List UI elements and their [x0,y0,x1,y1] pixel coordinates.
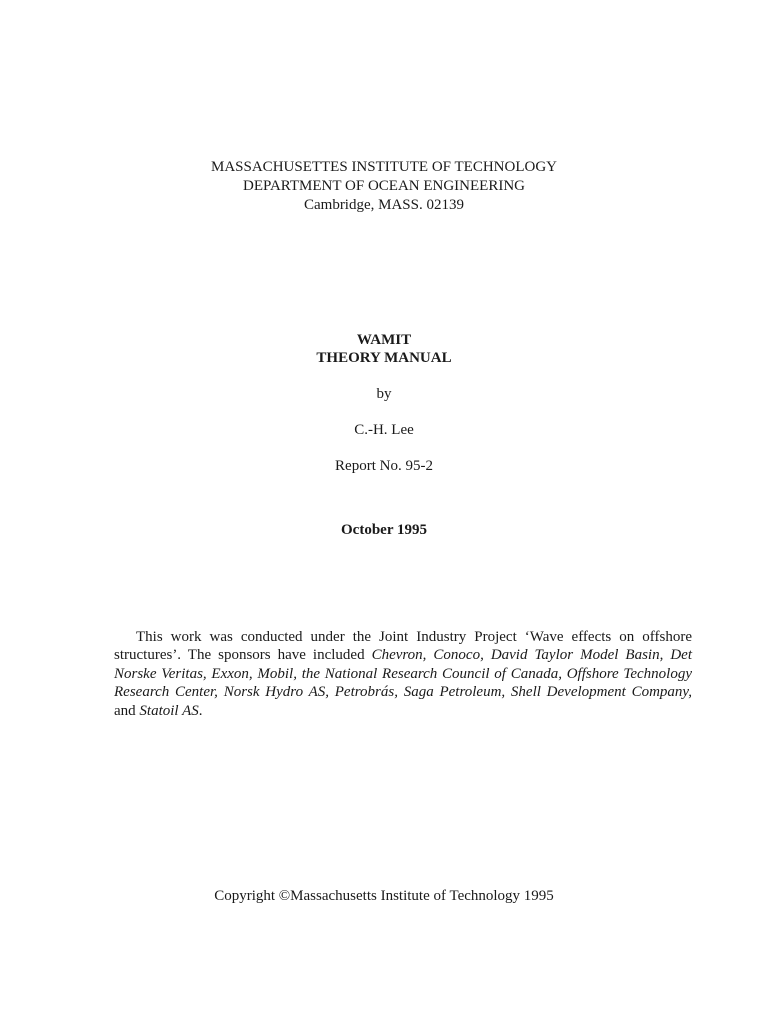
by-text: by [376,386,392,402]
copyright-notice: Copyright ©Massachusetts Institute of Technology 1995 [214,888,554,904]
institution-name: MASSACHUSETTES INSTITUTE OF TECHNOLOGY [211,159,557,175]
title-line-2: THEORY MANUAL [316,350,452,366]
abstract-paragraph [114,628,692,720]
title-line-1: WAMIT [356,332,412,348]
conjunction: and [114,702,140,719]
report-number: Report No. 95-2 [335,458,433,474]
sponsor-list: Chevron, Conoco, David Taylor Model Basin, Det Norske Veritas, Exxon, Mobil, the National Research Council of Canada, Offshore Technology Research Center, Norsk Hydro AS, Petrobrás, Saga Petroleum, Shell Development Company, [114,647,692,701]
department-name: DEPARTMENT OF OCEAN ENGINEERING [242,178,526,194]
publication-date: October 1995 [341,522,427,538]
period: . [198,702,203,719]
address: Cambridge, MASS. 02139 [303,197,464,213]
sponsor-last: Statoil AS [139,702,199,719]
author-name: C.-H. Lee [354,422,414,438]
abstract-text: This work was conducted under the Joint Industry Project ‘Wave effects on offshore structures’. The sponsors have included [114,629,692,664]
